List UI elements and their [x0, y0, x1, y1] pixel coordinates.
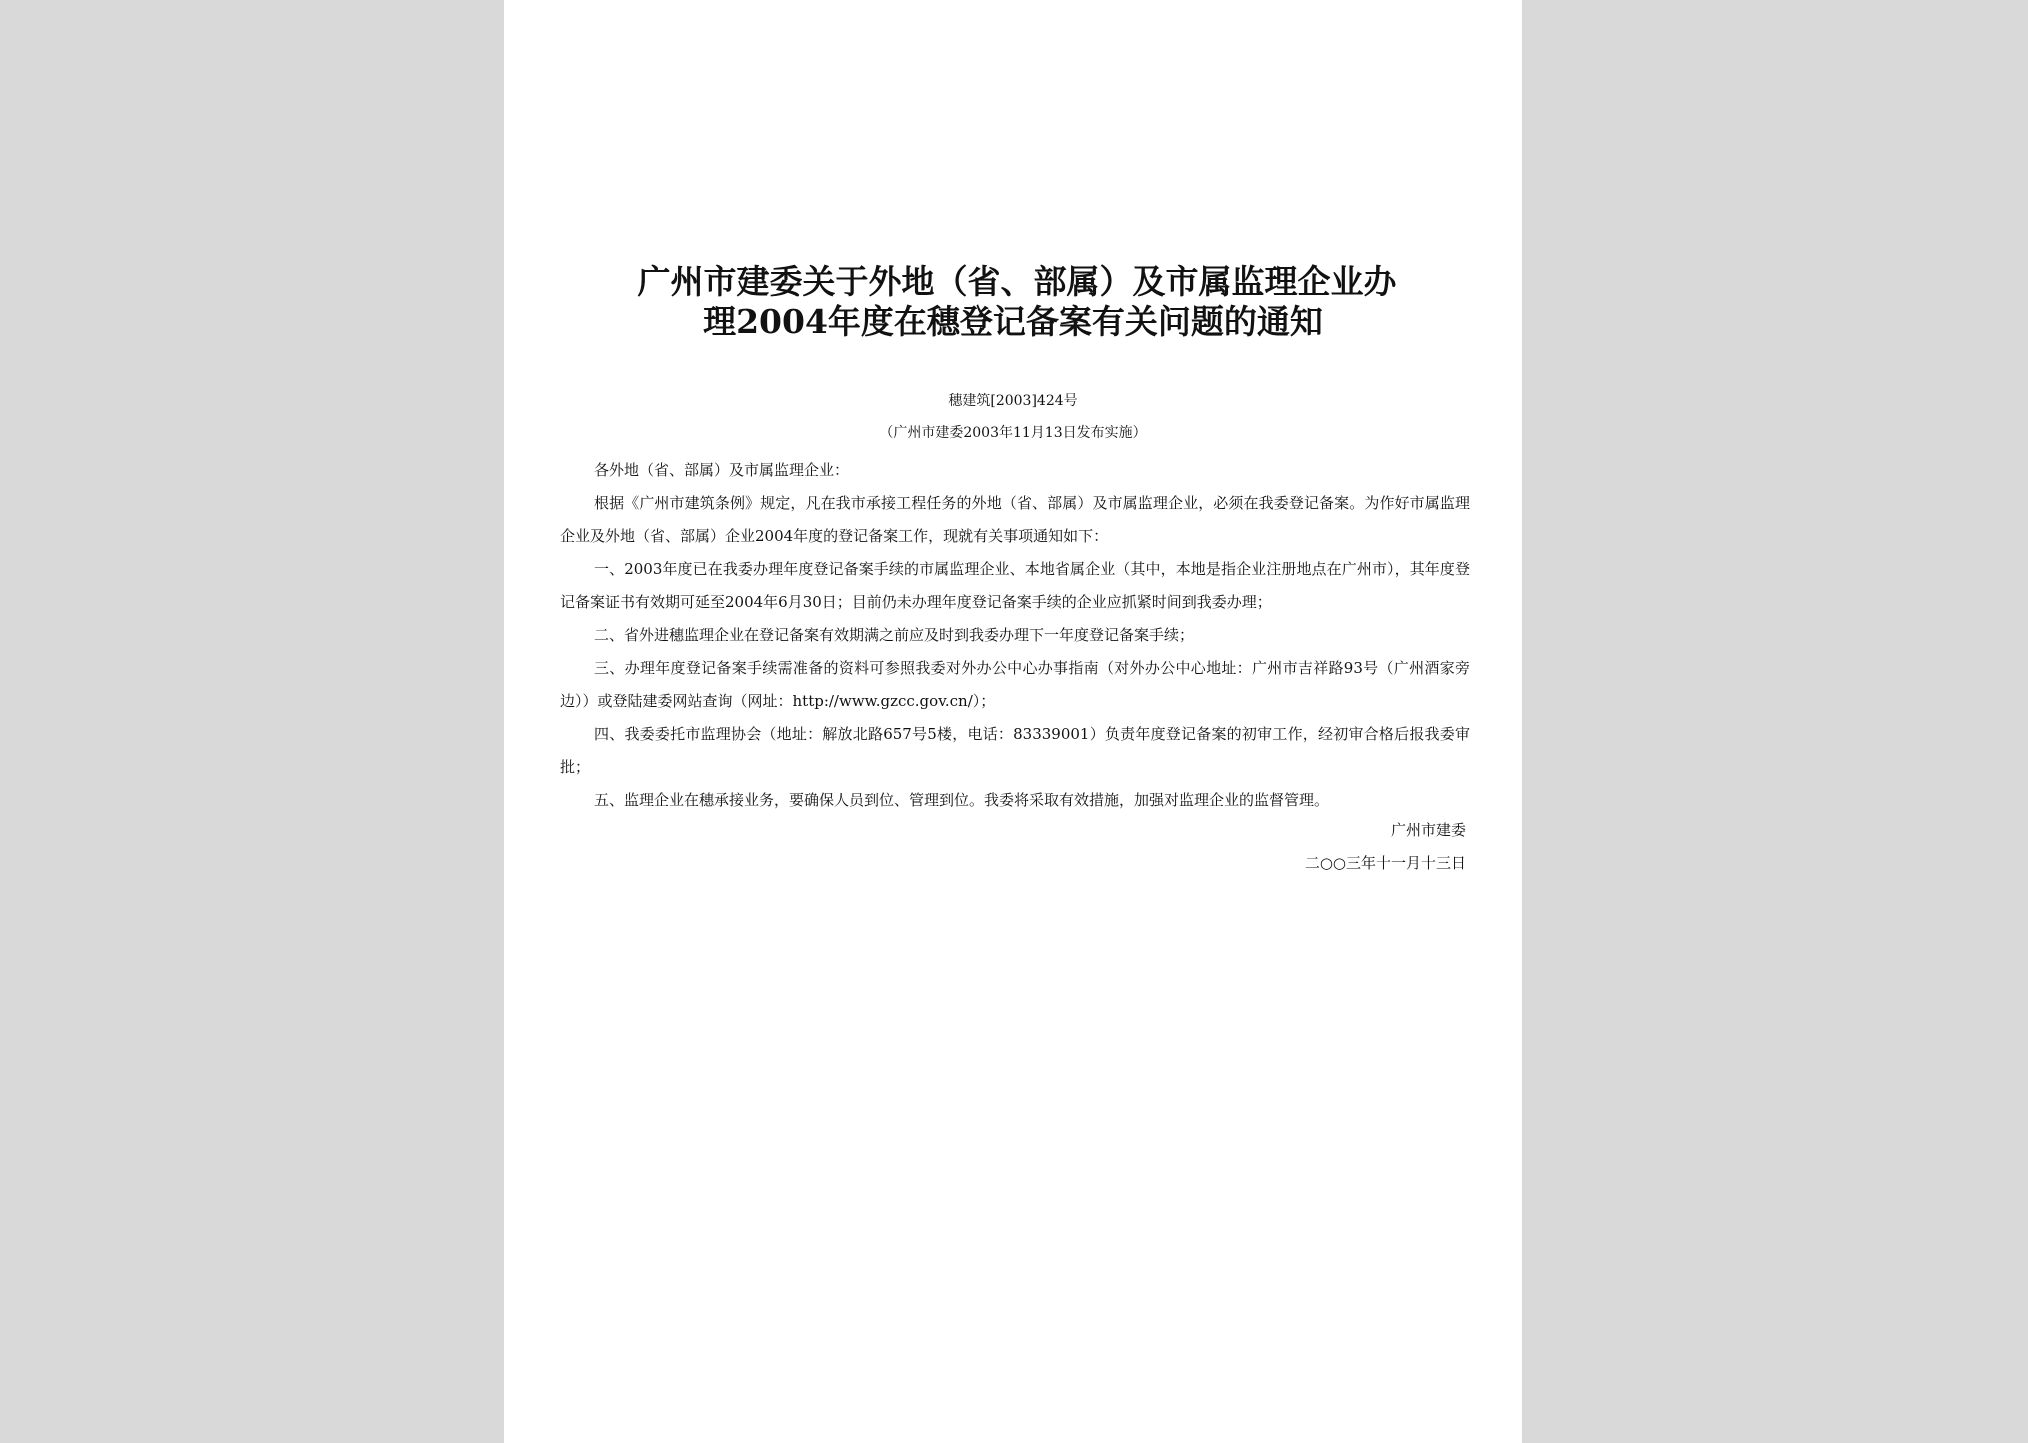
document-number: 穗建筑[2003]424号: [948, 393, 1078, 409]
signature-block: [1305, 814, 1466, 880]
paragraph-intro: 根据《广州市建筑条例》规定，凡在我市承接工程任务的外地（省、部属）及市属监理企业，必须在我委登记备案。为作好市属监理企业及外地（省、部属）企业2004年度的登记备案工作，现就有关事项通知如下：: [560, 494, 1470, 545]
issued-note: （广州市建委2003年11月13日发布实施）: [879, 425, 1147, 441]
signature-org: 广州市建委: [1390, 821, 1466, 839]
paragraph-item-3: 三、办理年度登记备案手续需准备的资料可参照我委对外办公中心办事指南（对外办公中心地址：广州市吉祥路93号（广州酒家旁边））或登陆建委网站查询（网址：http://www.gzcc.gov.cn/）；: [560, 659, 1470, 710]
document-title: [504, 262, 1522, 342]
signature-date: 二○○三年十一月十三日: [1304, 854, 1466, 872]
title-line-1: 广州市建委关于外地（省、部属）及市属监理企业办: [637, 262, 1397, 301]
paragraph-item-4: 四、我委委托市监理协会（地址：解放北路657号5楼，电话：83339001）负责年度登记备案的初审工作，经初审合格后报我委审批；: [560, 725, 1470, 776]
paragraph-item-2: 二、省外进穗监理企业在登记备案有效期满之前应及时到我委办理下一年度登记备案手续；: [594, 626, 1195, 644]
document-page: [504, 0, 1522, 1443]
paragraph-item-1: 一、2003年度已在我委办理年度登记备案手续的市属监理企业、本地省属企业（其中，本地是指企业注册地点在广州市），其年度登记备案证书有效期可延至2004年6月30日；目前仍未办理年度登记备案手续的企业应抓紧时间到我委办理；: [560, 560, 1470, 611]
salutation: 各外地（省、部属）及市属监理企业：: [594, 461, 850, 479]
paragraph-item-5: 五、监理企业在穗承接业务，要确保人员到位、管理到位。我委将采取有效措施，加强对监理企业的监督管理。: [594, 791, 1330, 809]
document-body: [560, 454, 1470, 817]
title-line-2: 理2004年度在穗登记备案有关问题的通知: [703, 302, 1323, 341]
